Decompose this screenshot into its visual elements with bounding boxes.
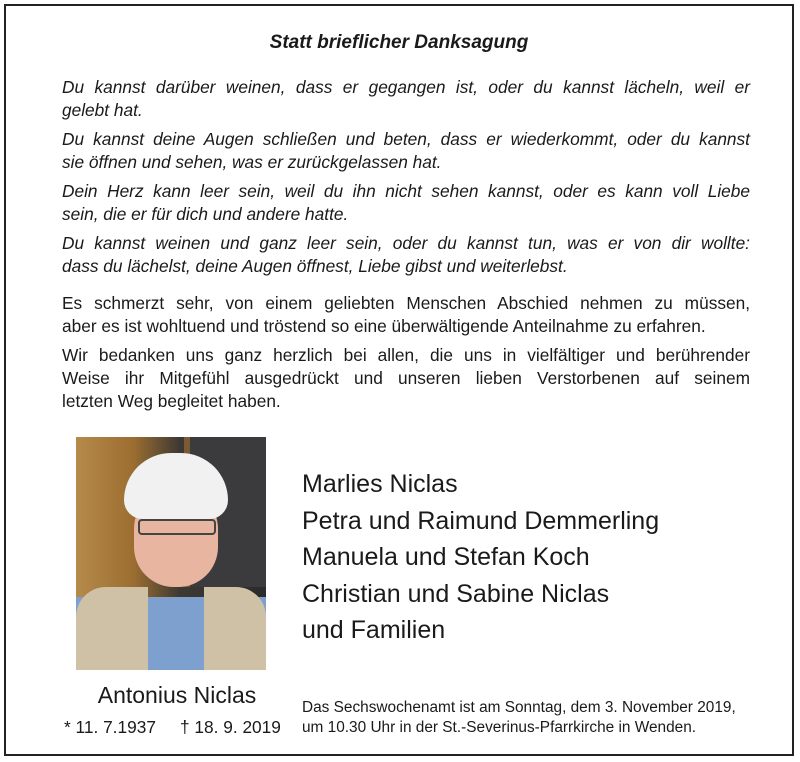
family-member: Marlies Niclas bbox=[302, 470, 458, 498]
poem-line: sie öffnen und sehen, was er zurückgelassen hat. bbox=[62, 152, 442, 172]
notice-line: um 10.30 Uhr in der St.-Severinus-Pfarrkirche in Wenden. bbox=[302, 719, 697, 736]
poem-stanza bbox=[62, 128, 750, 174]
photo-vest-right bbox=[204, 587, 266, 670]
thanks-text bbox=[62, 292, 750, 419]
poem-line: Du kannst deine Augen schließen und beten, dass er wiederkommt, oder du kannst bbox=[62, 129, 750, 149]
poem-line: gelebt hat. bbox=[62, 100, 143, 120]
poem-line: Du kannst darüber weinen, dass er gegangen ist, oder du kannst lächeln, weil er bbox=[62, 77, 750, 97]
family-list bbox=[302, 466, 659, 649]
thanks-line: letzten Weg begleitet haben. bbox=[62, 391, 281, 411]
family-member: und Familien bbox=[302, 616, 446, 644]
poem-stanza bbox=[62, 232, 750, 278]
headline: Statt brieflicher Danksagung bbox=[269, 32, 529, 53]
poem bbox=[62, 76, 750, 284]
thanks-paragraph bbox=[62, 292, 750, 338]
poem-line: sein, die er für dich und andere hatte. bbox=[62, 204, 349, 224]
poem-stanza bbox=[62, 76, 750, 122]
family-member: Christian und Sabine Niclas bbox=[302, 579, 610, 608]
obituary-card bbox=[4, 4, 794, 756]
family-member: Manuela und Stefan Koch bbox=[302, 543, 590, 571]
portrait-photo bbox=[76, 437, 266, 670]
thanks-line: Es schmerzt sehr, von einem geliebten Menschen Abschied nehmen zu müssen, bbox=[62, 293, 750, 313]
poem-stanza bbox=[62, 180, 750, 226]
death-date: † 18. 9. 2019 bbox=[180, 717, 281, 737]
birth-date: * 11. 7.1937 bbox=[64, 717, 156, 737]
mass-notice bbox=[302, 698, 762, 738]
deceased-name: Antonius Niclas bbox=[97, 682, 257, 708]
thanks-line: aber es ist wohltuend und tröstend so eine überwältigende Anteilnahme zu erfahren. bbox=[62, 316, 706, 336]
poem-line: dass du lächelst, deine Augen öffnest, Liebe gibst und weiterlebst. bbox=[62, 256, 568, 276]
notice-line: Das Sechswochenamt ist am Sonntag, dem 3. November 2019, bbox=[302, 699, 736, 716]
thanks-paragraph bbox=[62, 344, 750, 413]
thanks-line: Wir bedanken uns ganz herzlich bei allen, die uns in vielfältiger und berührender bbox=[62, 345, 750, 365]
thanks-line: Weise ihr Mitgefühl ausgedrückt und unseren lieben Verstorbenen auf seinem bbox=[62, 368, 750, 388]
family-member: Petra und Raimund Demmerling bbox=[302, 506, 660, 535]
photo-glasses bbox=[138, 519, 216, 535]
poem-line: Dein Herz kann leer sein, weil du ihn nicht sehen kannst, oder es kann voll Liebe bbox=[62, 181, 750, 201]
photo-vest-left bbox=[76, 587, 148, 670]
poem-line: Du kannst weinen und ganz leer sein, oder du kannst tun, was er von dir wollte: bbox=[62, 233, 750, 253]
